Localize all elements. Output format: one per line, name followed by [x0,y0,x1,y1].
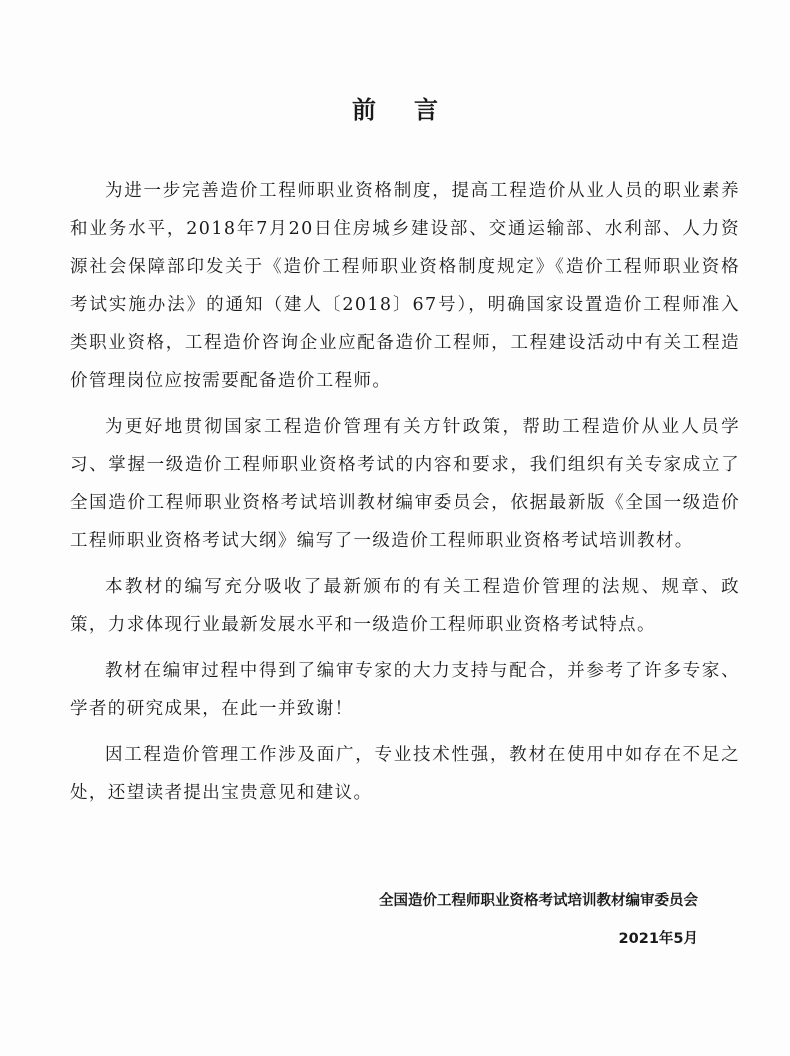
signature-block [379,882,698,958]
paragraph-3: 本教材的编写充分吸收了最新颁布的有关工程造价管理的法规、规章、政策，力求体现行业最新发展水平和一级造价工程师职业资格考试特点。 [70,577,740,635]
page-title: 前言 [352,96,476,124]
paragraph-2: 为更好地贯彻国家工程造价管理有关方针政策，帮助工程造价从业人员学习、掌握一级造价工程师职业资格考试的内容和要求，我们组织有关专家成立了全国造价工程师职业资格考试培训教材编审委员会，依据最新版《全国一级造价工程师职业资格考试大纲》编写了一级造价工程师职业资格考试培训教材。 [70,417,740,551]
paragraph-1: 为进一步完善造价工程师职业资格制度，提高工程造价从业人员的职业素养和业务水平，2018年7月20日住房城乡建设部、交通运输部、水利部、人力资源社会保障部印发关于《造价工程师职业资格制度规定》《造价工程师职业资格考试实施办法》的通知（建人〔2018〕67号），明确国家设置造价工程师准入类职业资格，工程造价咨询企业应配备造价工程师，工程建设活动中有关工程造价管理岗位应按需要配备造价工程师。 [70,181,740,391]
paragraph-4: 教材在编审过程中得到了编审专家的大力支持与配合，并参考了许多专家、学者的研究成果，在此一并致谢！ [70,661,740,719]
signature-organization: 全国造价工程师职业资格考试培训教材编审委员会 [379,893,698,909]
signature-date: 2021年5月 [618,931,698,947]
paragraph-5: 因工程造价管理工作涉及面广，专业技术性强，教材在使用中如存在不足之处，还望读者提出宝贵意见和建议。 [70,745,740,803]
preface-body [70,172,740,820]
